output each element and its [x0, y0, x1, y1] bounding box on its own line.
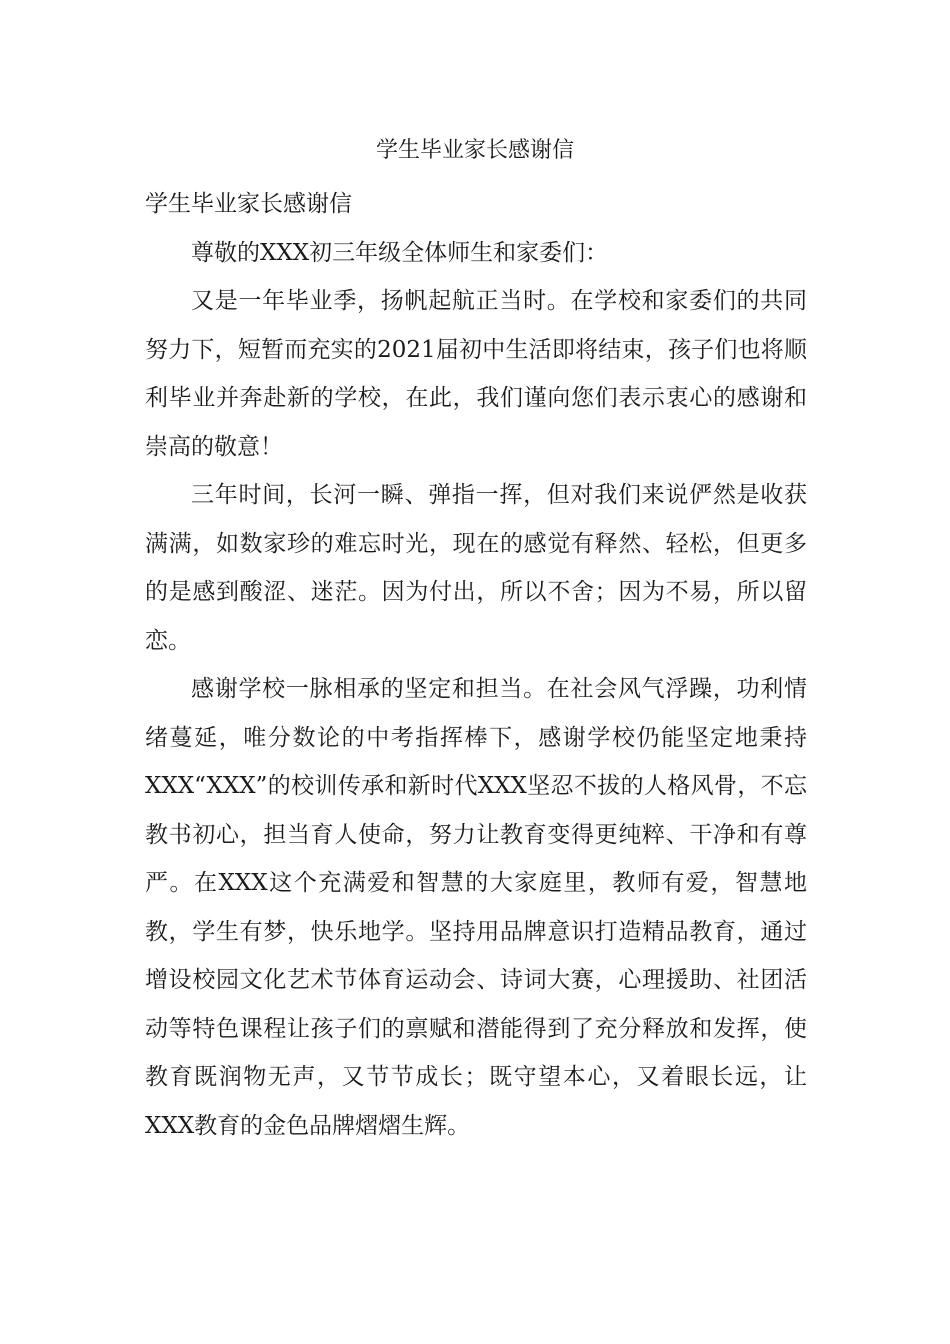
document-subtitle: 学生毕业家长感谢信 [145, 191, 352, 217]
paragraph-1: 又是一年毕业季，扬帆起航正当时。在学校和家委们的共同努力下，短暂而充实的2021届初中生活即将结束，孩子们也将顺利毕业并奔赴新的学校，在此，我们谨向您们表示衷心的感谢和崇高的敬意！ [145, 288, 807, 460]
salutation: 尊敬的XXX初三年级全体师生和家委们： [191, 239, 609, 266]
document-body [145, 180, 807, 1150]
paragraph-2: 三年时间，长河一瞬、弹指一挥，但对我们来说俨然是收获满满，如数家珍的难忘时光，现在的感觉有释然、轻松，但更多的是感到酸涩、迷茫。因为付出，所以不舍；因为不易，所以留恋。 [145, 482, 807, 654]
document-title: 学生毕业家长感谢信 [375, 138, 574, 163]
paragraph-3: 感谢学校一脉相承的坚定和担当。在社会风气浮躁，功利情绪蔓延，唯分数论的中考指挥棒下，感谢学校仍能坚定地秉持XXX“XXX”的校训传承和新时代XXX坚忍不拔的人格风骨，不忘教书初心，担当育人使命，努力让教育变得更纯粹、干净和有尊严。在XXX这个充满爱和智慧的大家庭里，教师有爱，智慧地教，学生有梦，快乐地学。坚持用品牌意识打造精品教育，通过增设校园文化艺术节体育运动会、诗词大赛，心理援助、社团活动等特色课程让孩子们的禀赋和潜能得到了充分释放和发挥，使教育既润物无声，又节节成长；既守望本心，又着眼长远，让XXX教育的金色品牌熠熠生辉。 [145, 676, 807, 1139]
